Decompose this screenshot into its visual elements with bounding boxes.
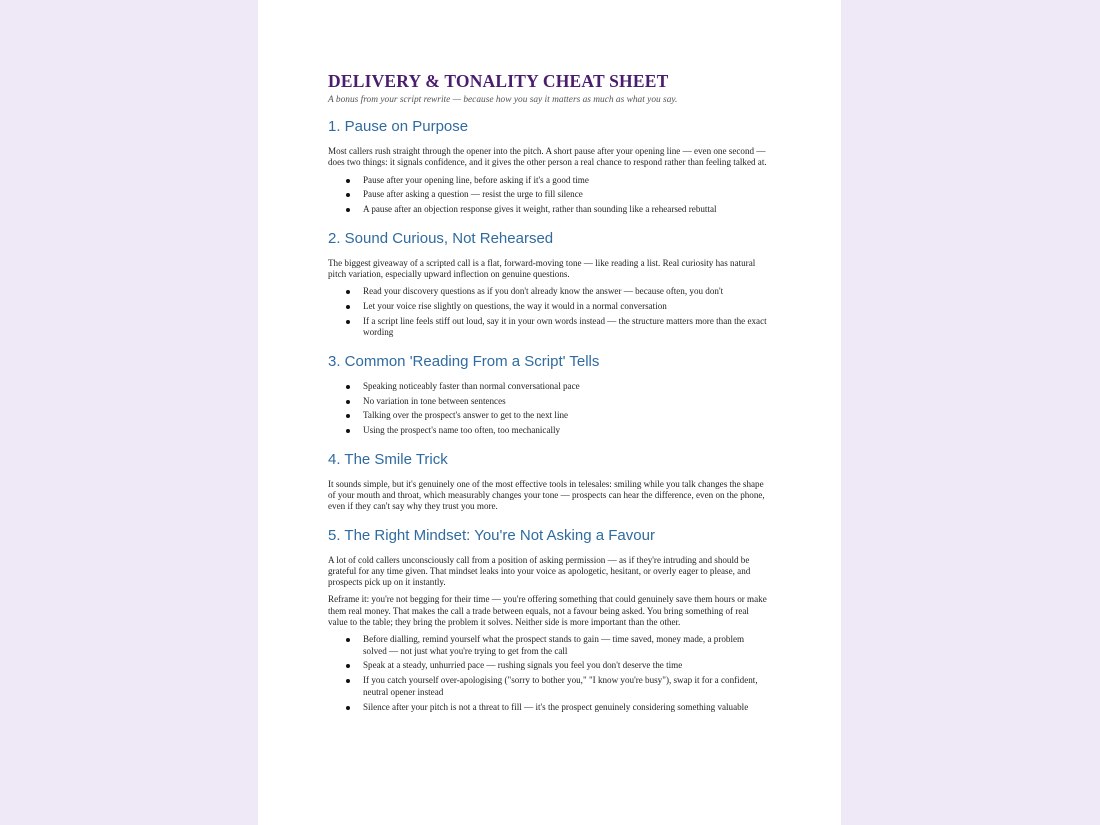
- section-paragraph: Reframe it: you're not begging for their time — you're offering something that could genuinely save them hours or make them real money. That makes the call a trade between equals, not a favour being asked. You bring something of real value to the table; they bring the problem it solves. Neither side is more important than the other.: [328, 594, 767, 627]
- section-heading: 4. The Smile Trick: [328, 450, 448, 468]
- list-item-text: A pause after an objection response gives it weight, rather than sounding like a rehearsed rebuttal: [363, 204, 717, 215]
- section-heading: 2. Sound Curious, Not Rehearsed: [328, 229, 554, 247]
- list-item: [328, 381, 770, 392]
- bullet-list: [328, 175, 770, 216]
- list-item-text: Pause after asking a question — resist the urge to fill silence: [363, 189, 583, 200]
- list-item: [328, 204, 770, 215]
- list-item-text: Before dialling, remind yourself what the prospect stands to gain — time saved, money made, a problem solved — not just what you're trying to get from the call: [363, 634, 745, 656]
- bullet-icon: [346, 320, 350, 324]
- bullet-icon: [346, 290, 350, 294]
- list-item: [328, 634, 770, 657]
- bullet-icon: [346, 400, 350, 404]
- list-item: [328, 410, 770, 421]
- section-pause-on-purpose: [328, 118, 770, 216]
- bullet-list: [328, 286, 770, 338]
- list-item-text: Speaking noticeably faster than normal conversational pace: [363, 380, 580, 391]
- section-heading: 5. The Right Mindset: You're Not Asking a Favour: [328, 526, 655, 544]
- list-item-text: Read your discovery questions as if you don't already know the answer — because often, you don't: [363, 286, 724, 297]
- list-item-text: Silence after your pitch is not a threat to fill — it's the prospect genuinely considering something valuable: [363, 701, 749, 712]
- section-smile-trick: [328, 451, 770, 513]
- list-item-text: Speak at a steady, unhurried pace — rushing signals you feel you don't deserve the time: [363, 660, 683, 671]
- section-script-tells: [328, 353, 770, 437]
- bullet-icon: [346, 305, 350, 309]
- list-item-text: Talking over the prospect's answer to get to the next line: [363, 410, 569, 421]
- section-paragraph: Most callers rush straight through the opener into the pitch. A short pause after your opening line — even one second — does two things: it signals confidence, and it gives the other person a real chance to respond rather than feeling talked at.: [328, 146, 767, 168]
- section-heading: 1. Pause on Purpose: [328, 118, 469, 135]
- document-page: [258, 0, 841, 825]
- list-item-text: If you catch yourself over-apologising ("sorry to bother you," "I know you're busy"), swap it for a confident, neutral opener instead: [363, 675, 758, 697]
- list-item: [328, 675, 770, 698]
- section-paragraph: The biggest giveaway of a scripted call is a flat, forward-moving tone — like reading a list. Real curiosity has natural pitch variation, especially upward inflection on genuine questions.: [328, 257, 756, 279]
- bullet-list: [328, 381, 770, 437]
- list-item: [328, 175, 770, 186]
- list-item: [328, 301, 770, 312]
- section-heading: 3. Common 'Reading From a Script' Tells: [328, 352, 600, 370]
- section-right-mindset: [328, 527, 770, 713]
- bullet-icon: [346, 193, 350, 197]
- list-item-text: No variation in tone between sentences: [363, 395, 506, 406]
- bullet-icon: [346, 638, 350, 642]
- list-item-text: Pause after your opening line, before asking if it's a good time: [363, 174, 589, 185]
- list-item: [328, 660, 770, 671]
- bullet-icon: [346, 208, 350, 212]
- list-item: [328, 316, 770, 339]
- list-item: [328, 425, 770, 436]
- list-item: [328, 286, 770, 297]
- list-item: [328, 189, 770, 200]
- section-paragraph: A lot of cold callers unconsciously call from a position of asking permission — as if they're intruding and should be grateful for any time given. That mindset leaks into your voice as apologetic, hesitant, or overly eager to please, and prospects pick up on it instantly.: [328, 554, 751, 588]
- document-content: [328, 70, 770, 716]
- document-title: DELIVERY & TONALITY CHEAT SHEET: [328, 71, 669, 91]
- list-item-text: If a script line feels stiff out loud, say it in your own words instead — the structure matters more than the exact wording: [363, 316, 767, 338]
- bullet-icon: [346, 664, 350, 668]
- bullet-icon: [346, 706, 350, 710]
- bullet-list: [328, 634, 770, 713]
- section-sound-curious: [328, 230, 770, 339]
- bullet-icon: [346, 385, 350, 389]
- bullet-icon: [346, 679, 350, 683]
- bullet-icon: [346, 429, 350, 433]
- document-subtitle: A bonus from your script rewrite — because how you say it matters as much as what you say.: [328, 95, 678, 105]
- list-item-text: Using the prospect's name too often, too mechanically: [363, 425, 561, 436]
- list-item-text: Let your voice rise slightly on questions, the way it would in a normal conversation: [363, 301, 667, 312]
- bullet-icon: [346, 179, 350, 183]
- list-item: [328, 702, 770, 713]
- list-item: [328, 396, 770, 407]
- section-paragraph: It sounds simple, but it's genuinely one of the most effective tools in telesales: smiling while you talk changes the shape of your mouth and throat, which measurably changes your tone — prospects can hear the difference, even on the phone, even if they can't say why they trust you more.: [328, 478, 765, 512]
- bullet-icon: [346, 414, 350, 418]
